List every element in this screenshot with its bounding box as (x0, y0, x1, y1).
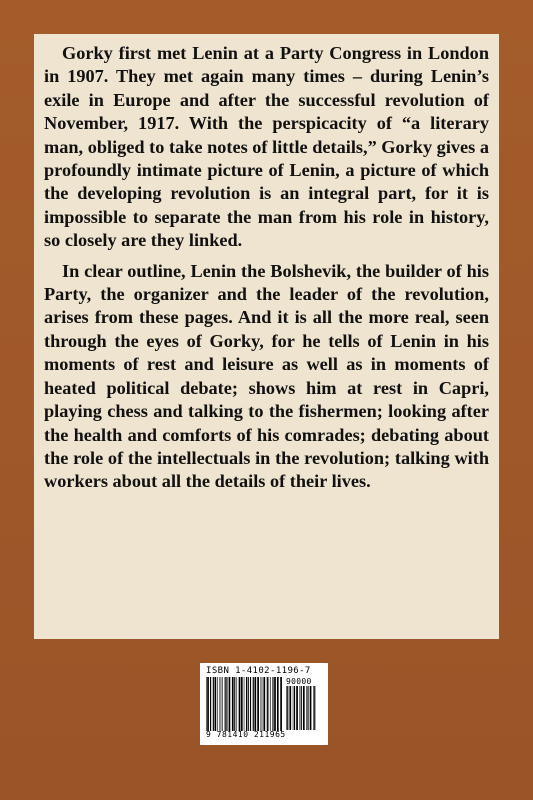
blurb-panel (34, 34, 499, 639)
isbn-number: ISBN 1-4102-1196-7 (206, 666, 311, 676)
blurb-paragraph-1: Gorky first met Lenin at a Party Congress in London in 1907. They met again many times – during Lenin’s exile in Europe and after the successful revolution of November, 1917. With the perspicacity of “a literary man, obliged to take notes of little details,” Gorky gives a profoundly intimate picture of Lenin, a picture of which the developing revolution is an integral part, for it is impossible to separate the man from his role in history, so closely are they linked. (44, 43, 489, 251)
isbn-barcode (200, 663, 328, 745)
ean-digits: 9 781410 211965 (206, 730, 286, 739)
blurb-paragraph-2: In clear outline, Lenin the Bolshevik, the builder of his Party, the organizer and the leader of the revolution, arises from these pages. And it is all the more real, seen through the eyes of Gorky, for he tells of Lenin in his moments of rest and leisure as well as in moments of heated political debate; shows him at rest in Capri, playing chess and talking to the fishermen; looking after the health and comforts of his comrades; debating about the role of the intellectuals in the revolution; talking with workers about all the details of their lives. (44, 260, 489, 492)
price-addon-digits: 90000 (286, 677, 312, 686)
ean-barcode-bars (206, 677, 282, 731)
price-addon-bars (286, 686, 318, 730)
